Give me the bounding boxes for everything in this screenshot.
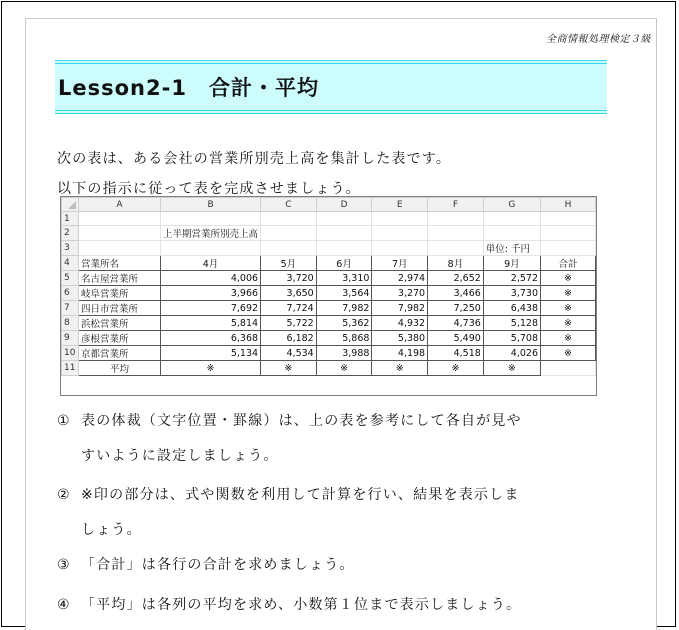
table-row: [62, 346, 596, 361]
total-cell[interactable]: ※: [541, 316, 596, 331]
total-cell[interactable]: ※: [541, 286, 596, 301]
average-cell[interactable]: ※: [261, 361, 317, 376]
average-cell[interactable]: ※: [316, 361, 372, 376]
office-name-cell[interactable]: 四日市営業所: [79, 301, 161, 316]
cell[interactable]: [428, 226, 484, 241]
value-cell[interactable]: 3,310: [316, 271, 372, 286]
cell[interactable]: [541, 361, 596, 376]
sheet-row-2: [62, 226, 596, 241]
value-cell[interactable]: 2,974: [372, 271, 428, 286]
value-cell[interactable]: 3,720: [261, 271, 317, 286]
instruction-text: ※印の部分は、式や関数を利用して計算を行い、結果を表示しま: [81, 487, 520, 503]
table-row: [62, 271, 596, 286]
instruction-1: [57, 404, 597, 474]
instruction-text: 「合計」は各行の合計を求めましょう。: [81, 557, 355, 573]
page-title: Lesson2-1 合計・平均: [58, 76, 319, 100]
instruction-number: ①: [57, 413, 71, 429]
value-cell[interactable]: 7,250: [428, 301, 484, 316]
cell[interactable]: [316, 226, 372, 241]
cell[interactable]: [316, 241, 372, 256]
average-row: [62, 361, 596, 376]
value-cell[interactable]: 3,730: [483, 286, 540, 301]
column-header-b[interactable]: B: [161, 198, 261, 212]
column-header-g[interactable]: G: [483, 198, 540, 212]
average-label-cell[interactable]: 平均: [79, 361, 161, 376]
cell[interactable]: [428, 241, 484, 256]
row-header[interactable]: 10: [62, 346, 79, 361]
select-all-corner[interactable]: [62, 198, 79, 212]
value-cell[interactable]: 5,134: [161, 346, 261, 361]
cell[interactable]: [79, 226, 161, 241]
value-cell[interactable]: 3,564: [316, 286, 372, 301]
row-header[interactable]: 1: [62, 212, 79, 226]
row-header[interactable]: 8: [62, 316, 79, 331]
header-cell[interactable]: 8月: [428, 256, 484, 271]
sheet-row-3: [62, 241, 596, 256]
header-note: 全商情報処理検定３級: [546, 34, 651, 45]
total-cell[interactable]: ※: [541, 301, 596, 316]
column-header-a[interactable]: A: [79, 198, 161, 212]
value-cell[interactable]: 5,722: [261, 316, 317, 331]
sheet-row-1: [62, 212, 596, 226]
spreadsheet: [60, 196, 597, 396]
column-header-row: [62, 198, 596, 212]
column-header-h[interactable]: H: [541, 198, 596, 212]
office-name-cell[interactable]: 彦根営業所: [79, 331, 161, 346]
instruction-3: [57, 548, 597, 583]
value-cell[interactable]: 7,982: [372, 301, 428, 316]
instruction-2: [57, 478, 597, 548]
value-cell[interactable]: 5,380: [372, 331, 428, 346]
value-cell[interactable]: 4,026: [483, 346, 540, 361]
cell[interactable]: [161, 212, 261, 226]
instruction-number: ④: [57, 597, 71, 613]
header-cell[interactable]: 9月: [483, 256, 540, 271]
cell[interactable]: [161, 241, 261, 256]
table-row: [62, 331, 596, 346]
intro-line-1: 次の表は、ある会社の営業所別売上高を集計した表です。: [57, 151, 452, 167]
value-cell[interactable]: 2,572: [483, 271, 540, 286]
table-row: [62, 301, 596, 316]
value-cell[interactable]: 7,724: [261, 301, 317, 316]
value-cell[interactable]: 5,362: [316, 316, 372, 331]
column-header-c[interactable]: C: [261, 198, 317, 212]
value-cell[interactable]: 4,932: [372, 316, 428, 331]
row-header[interactable]: 9: [62, 331, 79, 346]
cell[interactable]: [79, 212, 161, 226]
average-cell[interactable]: ※: [428, 361, 484, 376]
cell[interactable]: [428, 212, 484, 226]
value-cell[interactable]: 4,198: [372, 346, 428, 361]
column-header-e[interactable]: E: [372, 198, 428, 212]
value-cell[interactable]: 2,652: [428, 271, 484, 286]
cell[interactable]: [372, 212, 428, 226]
office-name-cell[interactable]: 浜松営業所: [79, 316, 161, 331]
table-row: [62, 286, 596, 301]
header-cell[interactable]: 営業所名: [79, 256, 161, 271]
sheet-title-cell[interactable]: 上半期営業所別売上高: [161, 226, 261, 241]
spreadsheet-table: [61, 197, 596, 376]
value-cell[interactable]: 5,490: [428, 331, 484, 346]
select-all-triangle-icon: [68, 201, 76, 209]
value-cell[interactable]: 4,534: [261, 346, 317, 361]
total-cell[interactable]: ※: [541, 271, 596, 286]
value-cell[interactable]: 6,182: [261, 331, 317, 346]
value-cell[interactable]: 5,814: [161, 316, 261, 331]
value-cell[interactable]: 5,868: [316, 331, 372, 346]
cell[interactable]: [541, 226, 596, 241]
cell[interactable]: [261, 212, 317, 226]
average-cell[interactable]: ※: [483, 361, 540, 376]
instruction-text-cont: しょう。: [81, 522, 142, 538]
instruction-4: [57, 588, 597, 623]
column-header-f[interactable]: F: [428, 198, 484, 212]
cell[interactable]: [541, 241, 596, 256]
value-cell[interactable]: 4,518: [428, 346, 484, 361]
header-cell[interactable]: 5月: [261, 256, 317, 271]
row-header[interactable]: 2: [62, 226, 79, 241]
row-header[interactable]: 3: [62, 241, 79, 256]
column-header-d[interactable]: D: [316, 198, 372, 212]
unit-cell[interactable]: 単位: 千円: [483, 241, 540, 256]
cell[interactable]: [483, 226, 540, 241]
cell[interactable]: [372, 241, 428, 256]
value-cell[interactable]: 3,988: [316, 346, 372, 361]
office-name-cell[interactable]: 名古屋営業所: [79, 271, 161, 286]
header-cell[interactable]: 4月: [161, 256, 261, 271]
cell[interactable]: [316, 212, 372, 226]
office-name-cell[interactable]: 京都営業所: [79, 346, 161, 361]
cell[interactable]: [372, 226, 428, 241]
instruction-number: ③: [57, 557, 71, 573]
average-cell[interactable]: ※: [372, 361, 428, 376]
value-cell[interactable]: 7,692: [161, 301, 261, 316]
value-cell[interactable]: 5,128: [483, 316, 540, 331]
average-cell[interactable]: ※: [161, 361, 261, 376]
total-cell[interactable]: ※: [541, 331, 596, 346]
instruction-text: 「平均」は各列の平均を求め、小数第１位まで表示しましょう。: [81, 597, 522, 613]
instruction-text-cont: すいように設定しましょう。: [81, 448, 279, 464]
instruction-number: ②: [57, 487, 71, 503]
instruction-text: 表の体裁（文字位置・罫線）は、上の表を参考にして各自が見や: [81, 413, 522, 429]
value-cell[interactable]: 5,708: [483, 331, 540, 346]
value-cell[interactable]: 3,270: [372, 286, 428, 301]
row-header[interactable]: 11: [62, 361, 79, 376]
cell[interactable]: [261, 241, 317, 256]
value-cell[interactable]: 3,466: [428, 286, 484, 301]
header-cell[interactable]: 7月: [372, 256, 428, 271]
header-cell[interactable]: 6月: [316, 256, 372, 271]
cell[interactable]: [79, 241, 161, 256]
title-band: [55, 60, 607, 114]
value-cell[interactable]: 4,006: [161, 271, 261, 286]
sheet-row-4-headers: [62, 256, 596, 271]
table-row: [62, 316, 596, 331]
row-header[interactable]: 6: [62, 286, 79, 301]
row-header[interactable]: 7: [62, 301, 79, 316]
cell[interactable]: [261, 226, 317, 241]
office-name-cell[interactable]: 岐阜営業所: [79, 286, 161, 301]
value-cell[interactable]: 7,982: [316, 301, 372, 316]
value-cell[interactable]: 6,368: [161, 331, 261, 346]
value-cell[interactable]: 3,650: [261, 286, 317, 301]
value-cell[interactable]: 6,438: [483, 301, 540, 316]
row-header[interactable]: 4: [62, 256, 79, 271]
row-header[interactable]: 5: [62, 271, 79, 286]
cell[interactable]: [483, 212, 540, 226]
header-cell[interactable]: 合計: [541, 256, 596, 271]
value-cell[interactable]: 3,966: [161, 286, 261, 301]
intro-line-2: 以下の指示に従って表を完成させましょう。: [57, 181, 361, 197]
value-cell[interactable]: 4,736: [428, 316, 484, 331]
total-cell[interactable]: ※: [541, 346, 596, 361]
cell[interactable]: [541, 212, 596, 226]
